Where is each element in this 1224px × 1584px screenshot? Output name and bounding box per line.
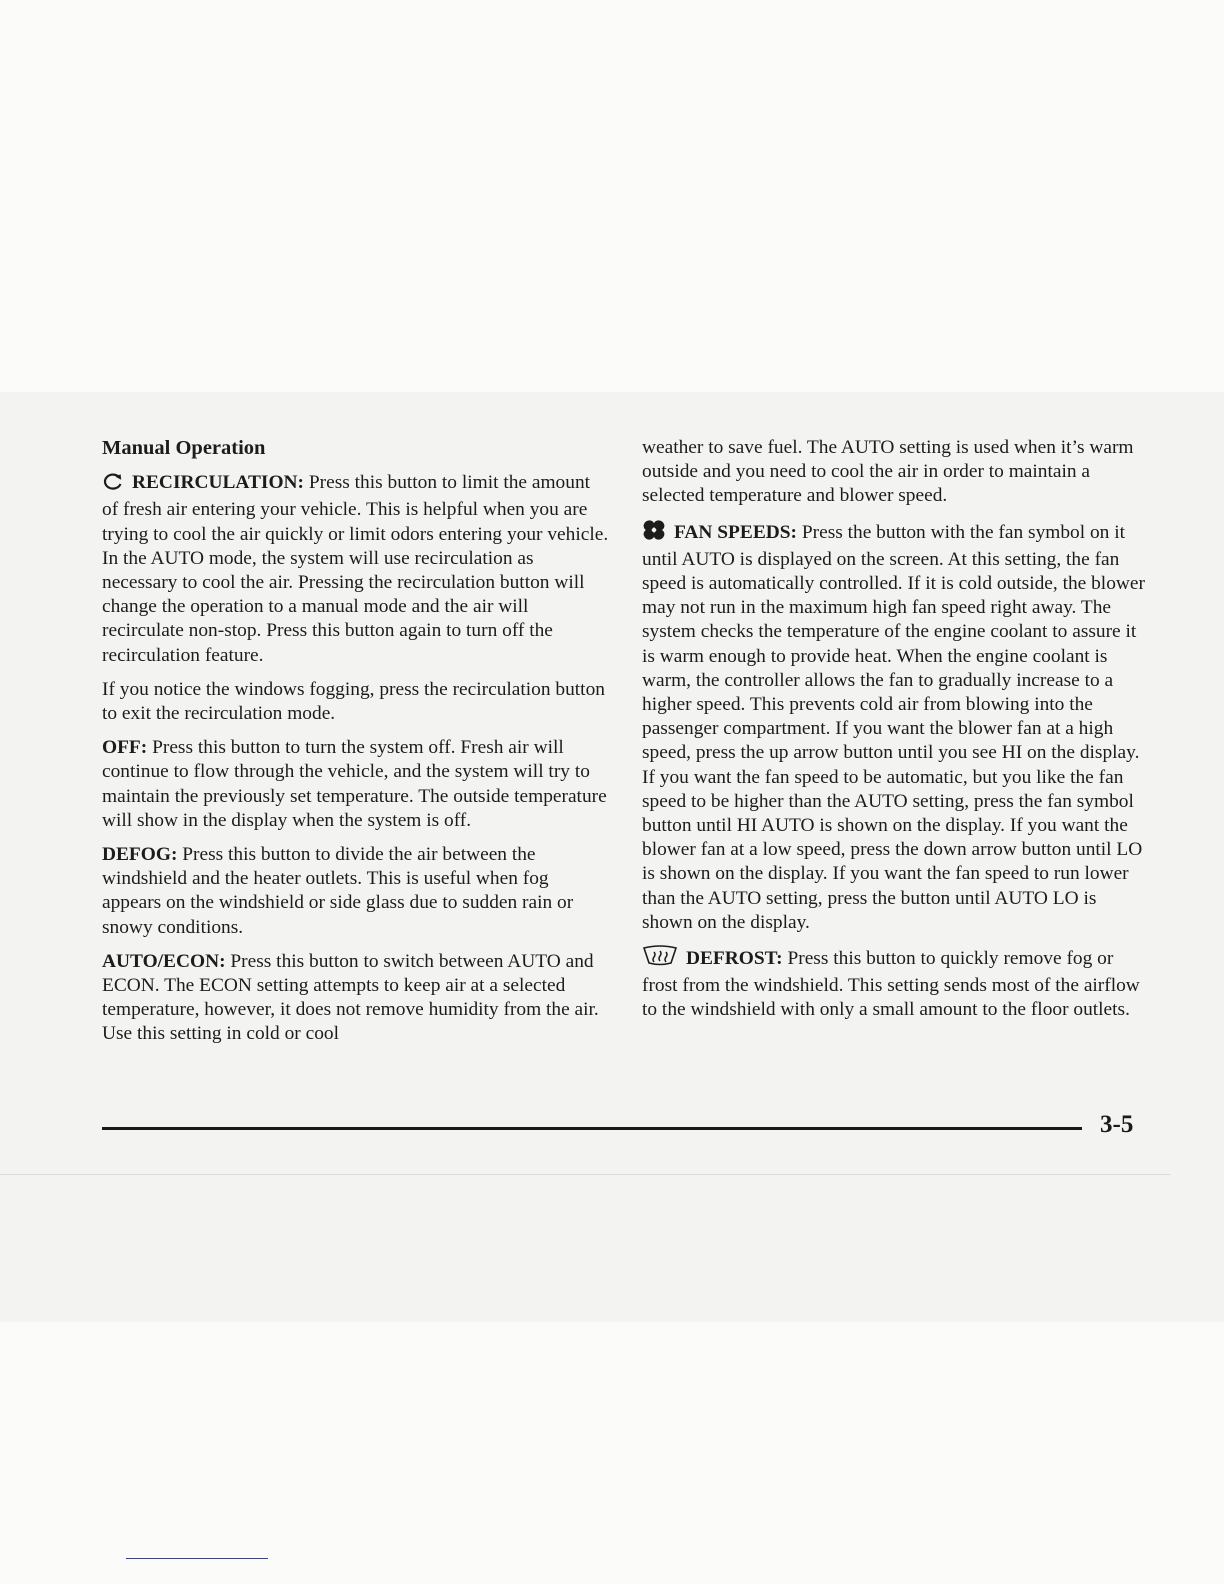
defrost-paragraph [642, 945, 1148, 1023]
fogging-paragraph [102, 678, 610, 726]
defog-paragraph [102, 843, 610, 940]
defog-text: Press this button to divide the air between the windshield and the heater outlets. This is useful when fog appears on the windshield or side glass due to sudden rain or snowy conditions. [102, 844, 574, 938]
auto-econ-text: Press this button to switch between AUTO and ECON. The ECON setting attempts to keep air at a selected temperature, however, it does not remove humidity from the air. Use this setting in cold or cool [102, 950, 599, 1045]
auto-econ-label: AUTO/ECON: [102, 950, 226, 972]
scan-artifact-line [0, 1174, 1170, 1175]
recirculation-paragraph [102, 471, 610, 668]
footer-link-underline[interactable] [126, 1558, 268, 1559]
fan-speeds-paragraph [642, 519, 1148, 935]
defog-label: DEFOG: [102, 844, 178, 866]
page-number: 3-5 [1100, 1111, 1134, 1138]
recirculation-icon [102, 471, 124, 498]
right-column [642, 436, 1148, 1033]
footer-rule [102, 1127, 1082, 1130]
fan-speeds-label: FAN SPEEDS: [674, 521, 797, 543]
defrost-label: DEFROST: [686, 948, 783, 970]
fan-icon [642, 519, 666, 548]
off-text: Press this button to turn the system off. Fresh air will continue to flow through the vehicle, and the system will try to maintain the previously set temperature. The outside temperature will show in the display when the system is off. [102, 737, 607, 831]
auto-econ-paragraph [102, 950, 610, 1047]
defrost-icon [642, 945, 678, 974]
auto-econ-continued-text: weather to save fuel. The AUTO setting is used when it’s warm outside and you need to cool the air in order to maintain a selected temperature and blower speed. [642, 437, 1134, 507]
defrost-text: Press this button to quickly remove fog or frost from the windshield. This setting sends most of the airflow to the windshield with only a small amount to the floor outlets. [642, 948, 1140, 1021]
off-label: OFF: [102, 737, 148, 759]
off-paragraph [102, 736, 610, 833]
recirculation-label: RECIRCULATION: [132, 472, 305, 494]
recirculation-text: Press this button to limit the amount of fresh air entering your vehicle. This is helpful when you are trying to cool the air quickly or limit odors entering your vehicle. In the AUTO mode, the system will use recirculation as necessary to cool the air. Pressing the recirculation button will change the operation to a manual mode and the air will recirculate non-stop. Press this button again to turn off the recirculation feature. [102, 472, 609, 666]
left-column [102, 436, 610, 1057]
auto-econ-continued-paragraph [642, 436, 1148, 509]
fogging-text: If you notice the windows fogging, press the recirculation button to exit the recirculation mode. [102, 678, 605, 725]
fan-speeds-text: Press the button with the fan symbol on it until AUTO is displayed on the screen. At this setting, the fan speed is automatically controlled. If it is cold outside, the blower may not run in the maximum high fan speed right away. The system checks the temperature of the engine coolant to assure it is warm enough to provide heat. When the engine coolant is warm, the controller allows the fan to gradually increase to a higher speed. This prevents cold air from blowing into the passenger compartment. If you want the blower fan at a high speed, press the up arrow button until you see HI on the display. If you want the fan speed to be automatic, but you like the fan speed to be higher than the AUTO setting, press the fan symbol button until HI AUTO is shown on the display. If you want the blower fan at a low speed, press the down arrow button until LO is shown on the display. If you want the fan speed to run lower than the AUTO setting, press the button until AUTO LO is shown on the display. [642, 521, 1145, 933]
section-heading: Manual Operation [102, 437, 266, 459]
